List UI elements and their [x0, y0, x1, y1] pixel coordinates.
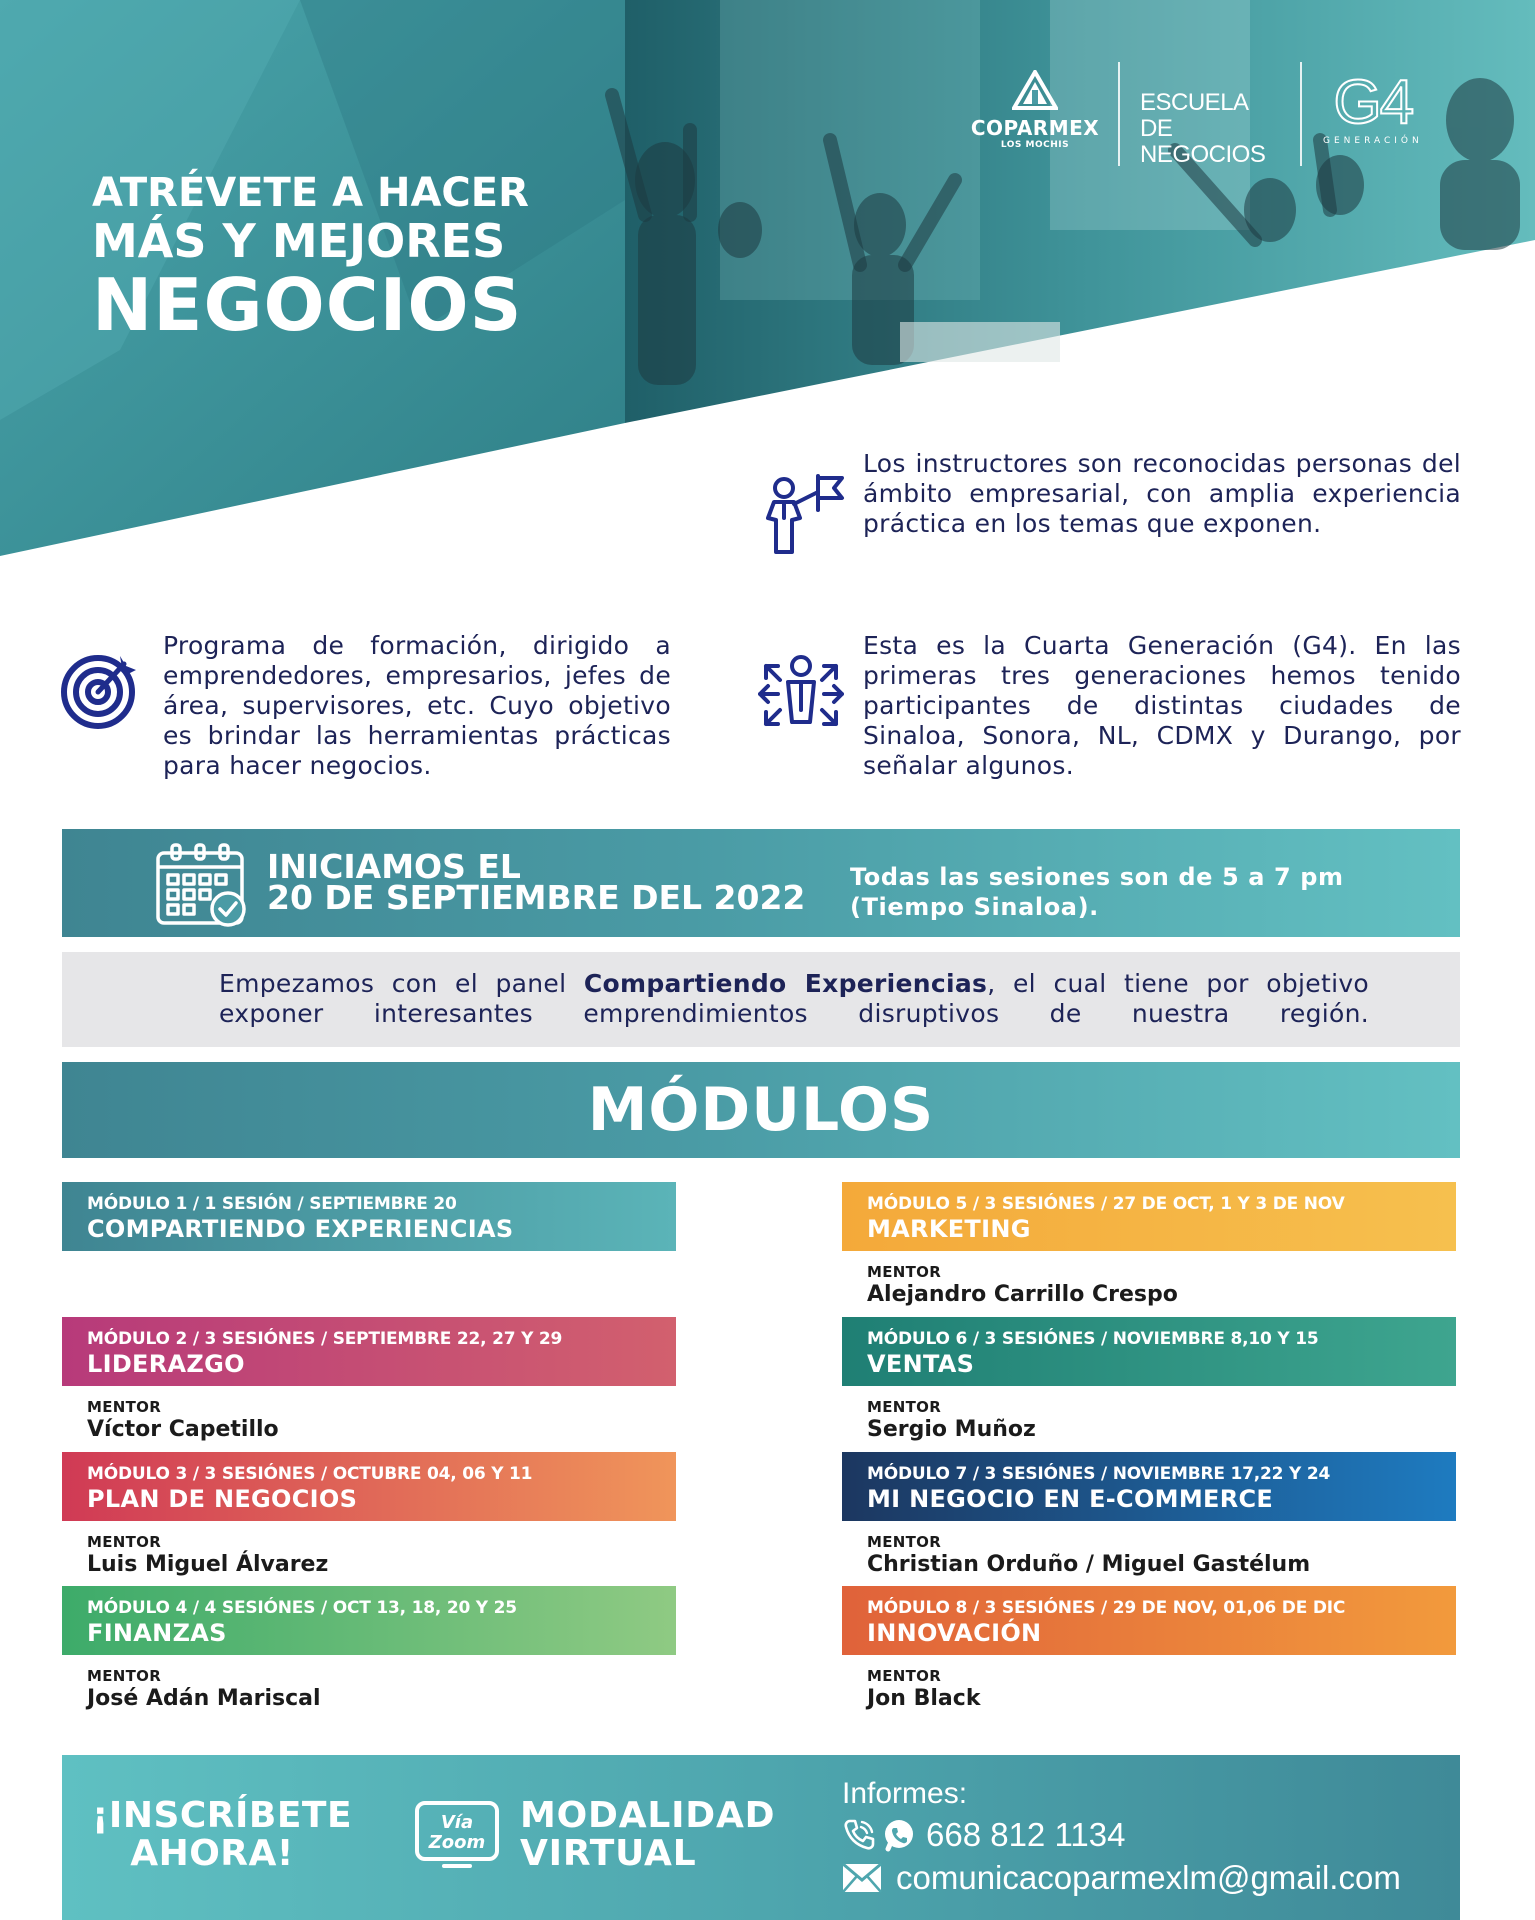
zoom-line2: Zoom: [428, 1832, 486, 1853]
hero-title: [92, 170, 529, 347]
modo-line1: MODALIDAD: [520, 1795, 776, 1836]
modulos-header: [62, 1062, 1460, 1158]
signup-cta: [92, 1795, 353, 1874]
mentor-label: MENTOR: [87, 1667, 162, 1685]
phone-number[interactable]: 668 812 1134: [926, 1816, 1126, 1853]
module-card: [842, 1317, 1456, 1442]
escuela-line1: ESCUELA DE: [1140, 89, 1248, 142]
start-date-band: [62, 829, 1460, 937]
module-meta: MÓDULO 2 / 3 SESIÓNES / SEPTIEMBRE 22, 27 Y 29: [87, 1329, 563, 1349]
module-card: [842, 1182, 1456, 1307]
module-name: LIDERAZGO: [87, 1350, 245, 1378]
module-header-bar: [842, 1586, 1456, 1655]
mentor-label: MENTOR: [867, 1667, 942, 1685]
module-header-bar: [842, 1452, 1456, 1521]
escuela-line2: NEGOCIOS: [1140, 141, 1266, 168]
g4-mark: G4: [1333, 68, 1413, 137]
envelope-icon: [842, 1863, 882, 1893]
logo-divider: [1300, 62, 1302, 166]
module-name: VENTAS: [867, 1350, 975, 1378]
zoom-screen-icon: [414, 1800, 500, 1872]
session-hours: [850, 862, 1344, 922]
module-card: [62, 1586, 676, 1711]
coparmex-logo: [960, 70, 1110, 150]
logo-divider: [1118, 62, 1120, 166]
hero-title-line3: NEGOCIOS: [92, 263, 523, 347]
hours-line2: (Tiempo Sinaloa).: [850, 893, 1099, 921]
module-meta: MÓDULO 7 / 3 SESIÓNES / NOVIEMBRE 17,22 Y 24: [867, 1464, 1331, 1484]
module-name: MARKETING: [867, 1215, 1031, 1243]
module-card: [62, 1317, 676, 1442]
module-card: [842, 1586, 1456, 1711]
modality: [520, 1797, 775, 1873]
cta-line1: ¡INSCRÍBETE: [92, 1795, 353, 1836]
coparmex-sub: LOS MOCHIS: [1000, 140, 1070, 150]
module-meta: MÓDULO 1 / 1 SESIÓN / SEPTIEMBRE 20: [87, 1194, 457, 1214]
hero-title-line1: ATRÉVETE A HACER: [92, 170, 529, 216]
module-meta: MÓDULO 6 / 3 SESIÓNES / NOVIEMBRE 8,10 Y 15: [867, 1329, 1319, 1349]
panel-description: [62, 952, 1460, 1047]
hours-line1: Todas las sesiones son de 5 a 7 pm: [850, 863, 1344, 891]
panel-text: [219, 969, 1369, 1029]
mentor-name: Alejandro Carrillo Crespo: [867, 1282, 1178, 1307]
mentor-label: MENTOR: [87, 1398, 162, 1416]
start-line1: INICIAMOS EL: [267, 847, 521, 886]
g4-logo: [1323, 68, 1423, 146]
module-header-bar: [842, 1182, 1456, 1251]
panel-text-pre: Empezamos con el panel: [219, 969, 584, 998]
coparmex-name: COPARMEX: [970, 116, 1100, 140]
leader-flag-icon: [760, 470, 848, 562]
g4-generacion: GENERACIÓN: [1323, 136, 1423, 146]
info-instructores: Los instructores son reconocidas personas del ámbito empresarial, con amplia experiencia práctica en los temas que exponen.: [863, 449, 1461, 538]
escuela-logo: [1140, 90, 1265, 168]
zoom-line1: Vía: [440, 1812, 474, 1833]
informes-label: Informes:: [842, 1777, 968, 1810]
hero-title-line2: MÁS Y MEJORES: [92, 214, 506, 268]
module-header-bar: [62, 1452, 676, 1521]
whatsapp-icon: [882, 1818, 916, 1852]
module-name: INNOVACIÓN: [867, 1619, 1042, 1647]
panel-text-bold: Compartiendo Experiencias: [583, 969, 988, 998]
mentor-label: MENTOR: [867, 1398, 942, 1416]
phone-row[interactable]: [842, 1816, 1125, 1854]
info-programa: Programa de formación, dirigido a emprendedores, empresarios, jefes de área, supervisores, etc. Cuyo objetivo es brindar las herramientas prácticas para hacer negocios.: [163, 631, 671, 780]
footer-band: [62, 1755, 1460, 1920]
start-line2: 20 DE SEPTIEMBRE DEL 2022: [267, 878, 806, 917]
email-address[interactable]: comunicacoparmexlm@gmail.com: [896, 1859, 1401, 1896]
mentor-name: José Adán Mariscal: [87, 1686, 321, 1711]
module-header-bar: [62, 1317, 676, 1386]
module-name: COMPARTIENDO EXPERIENCIAS: [87, 1215, 514, 1243]
modulos-title: MÓDULOS: [587, 1075, 935, 1145]
mentor-label: MENTOR: [867, 1263, 942, 1281]
info-generacion: Esta es la Cuarta Generación (G4). En las primeras tres generaciones hemos tenido participantes de distintas ciudades de Sinaloa, Sonora, NL, CDMX y Durango, por señalar algunos.: [863, 631, 1461, 780]
module-header-bar: [62, 1586, 676, 1655]
module-meta: MÓDULO 4 / 4 SESIÓNES / OCT 13, 18, 20 Y 25: [87, 1598, 517, 1618]
module-card: [62, 1452, 676, 1577]
module-header-bar: [62, 1182, 676, 1251]
via-zoom-badge: [414, 1800, 500, 1872]
email-row[interactable]: [842, 1859, 1401, 1897]
module-card: [842, 1452, 1456, 1577]
module-name: PLAN DE NEGOCIOS: [87, 1485, 358, 1513]
calendar-check-icon: [154, 843, 250, 931]
mentor-name: Christian Orduño / Miguel Gastélum: [867, 1552, 1311, 1577]
mentor-label: MENTOR: [867, 1533, 942, 1551]
panel-text-post: , el cual tiene por objetivo exponer interesantes emprendimientos disruptivos de nuestra región.: [219, 969, 1370, 1028]
cta-line2: AHORA!: [130, 1833, 294, 1874]
module-meta: MÓDULO 5 / 3 SESIÓNES / 27 DE OCT, 1 Y 3 DE NOV: [867, 1194, 1345, 1214]
module-header-bar: [842, 1317, 1456, 1386]
phone-icon: [842, 1818, 876, 1852]
mentor-label: MENTOR: [87, 1533, 162, 1551]
module-name: FINANZAS: [87, 1619, 227, 1647]
module-meta: MÓDULO 3 / 3 SESIÓNES / OCTUBRE 04, 06 Y 11: [87, 1464, 533, 1484]
mentor-name: Víctor Capetillo: [87, 1417, 279, 1442]
start-date-title: [267, 847, 806, 917]
target-icon: [60, 650, 140, 734]
mentor-name: Sergio Muñoz: [867, 1417, 1036, 1442]
modo-line2: VIRTUAL: [520, 1833, 697, 1874]
module-name: MI NEGOCIO EN E-COMMERCE: [867, 1485, 1274, 1513]
module-meta: MÓDULO 8 / 3 SESIÓNES / 29 DE NOV, 01,06 DE DIC: [867, 1598, 1346, 1618]
mentor-name: Luis Miguel Álvarez: [87, 1552, 329, 1577]
module-card: [62, 1182, 676, 1251]
mentor-name: Jon Black: [867, 1686, 981, 1711]
network-person-icon: [758, 650, 844, 734]
coparmex-emblem-icon: [1012, 70, 1058, 110]
